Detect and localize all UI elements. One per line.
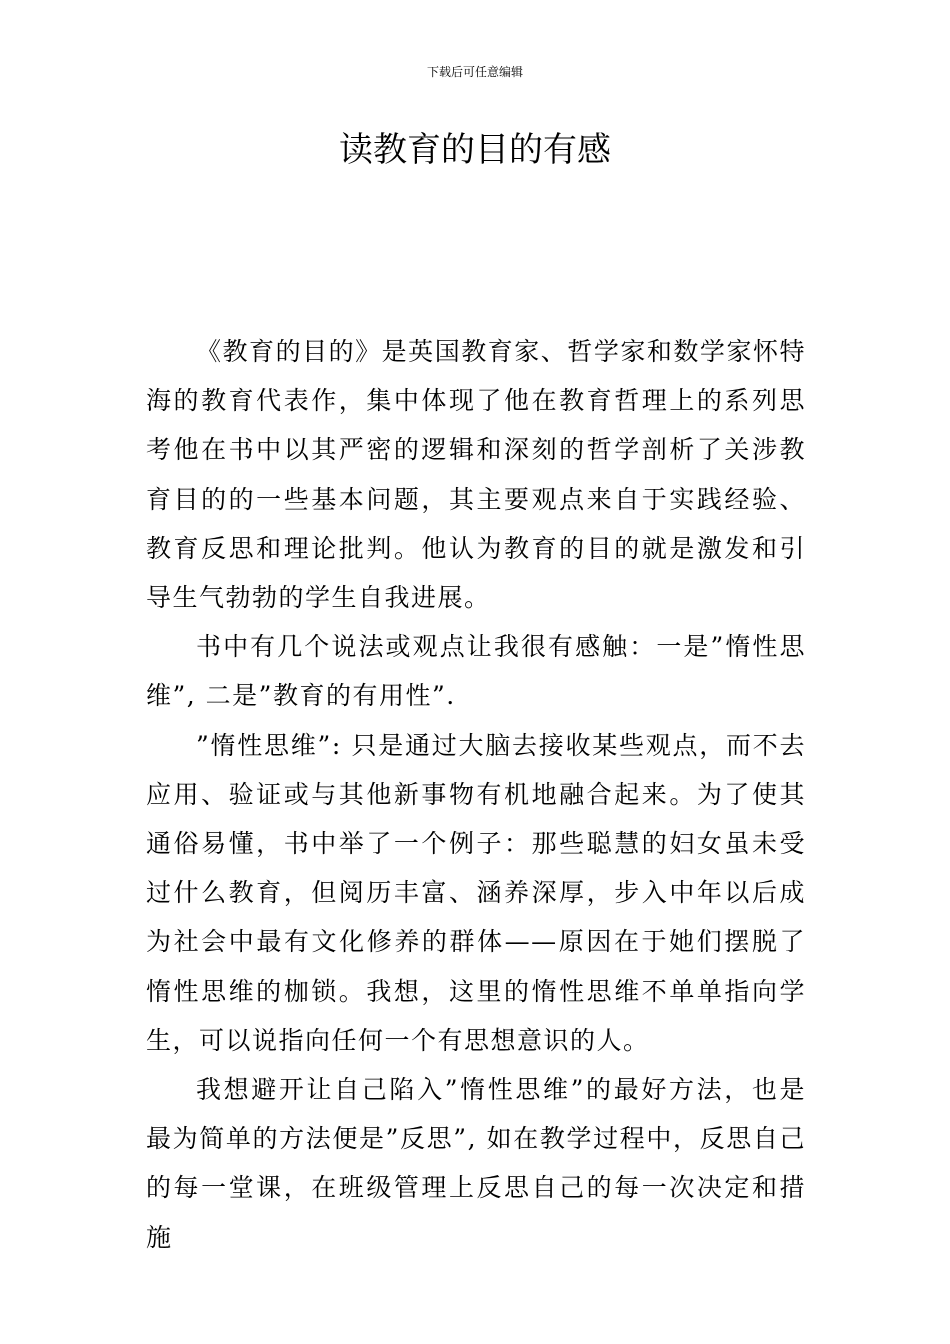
paragraph-inert-thinking: ”惰性思维”: 只是通过大脑去接收某些观点，而不去应用、验证或与其他新事物有机地融合起来。为了使其通俗易懂，书中举了一个例子：那些聪慧的妇女虽未受过什么教育，但阅历丰富、涵养深厚，步入中年以后成为社会中最有文化修养的群体——原因在于她们摆脱了惰性思维的枷锁。我想，这里的惰性思维不单单指向学生，可以说指向任何一个有思想意识的人。 xyxy=(146,730,806,1055)
document-title: 读教育的目的有感 xyxy=(339,130,611,170)
paragraph-reflection: 我想避开让自己陷入”惰性思维”的最好方法，也是最为简单的方法便是”反思”, 如在教学过程中，反思自己的每一堂课，在班级管理上反思自己的每一次决定和措施 xyxy=(146,1075,806,1252)
document-body xyxy=(146,327,806,1262)
header-note: 下载后可任意编辑 xyxy=(426,65,523,79)
paragraph-viewpoints: 书中有几个说法或观点让我很有感触：一是”惰性思维”, 二是”教育的有用性”. xyxy=(146,632,806,711)
paragraph-intro: 《教育的目的》是英国教育家、哲学家和数学家怀特海的教育代表作，集中体现了他在教育哲理上的系列思考他在书中以其严密的逻辑和深刻的哲学剖析了关涉教育目的的一些基本问题，其主要观点来自于实践经验、教育反思和理论批判。他认为教育的目的就是激发和引导生气勃勃的学生自我进展。 xyxy=(146,337,806,613)
